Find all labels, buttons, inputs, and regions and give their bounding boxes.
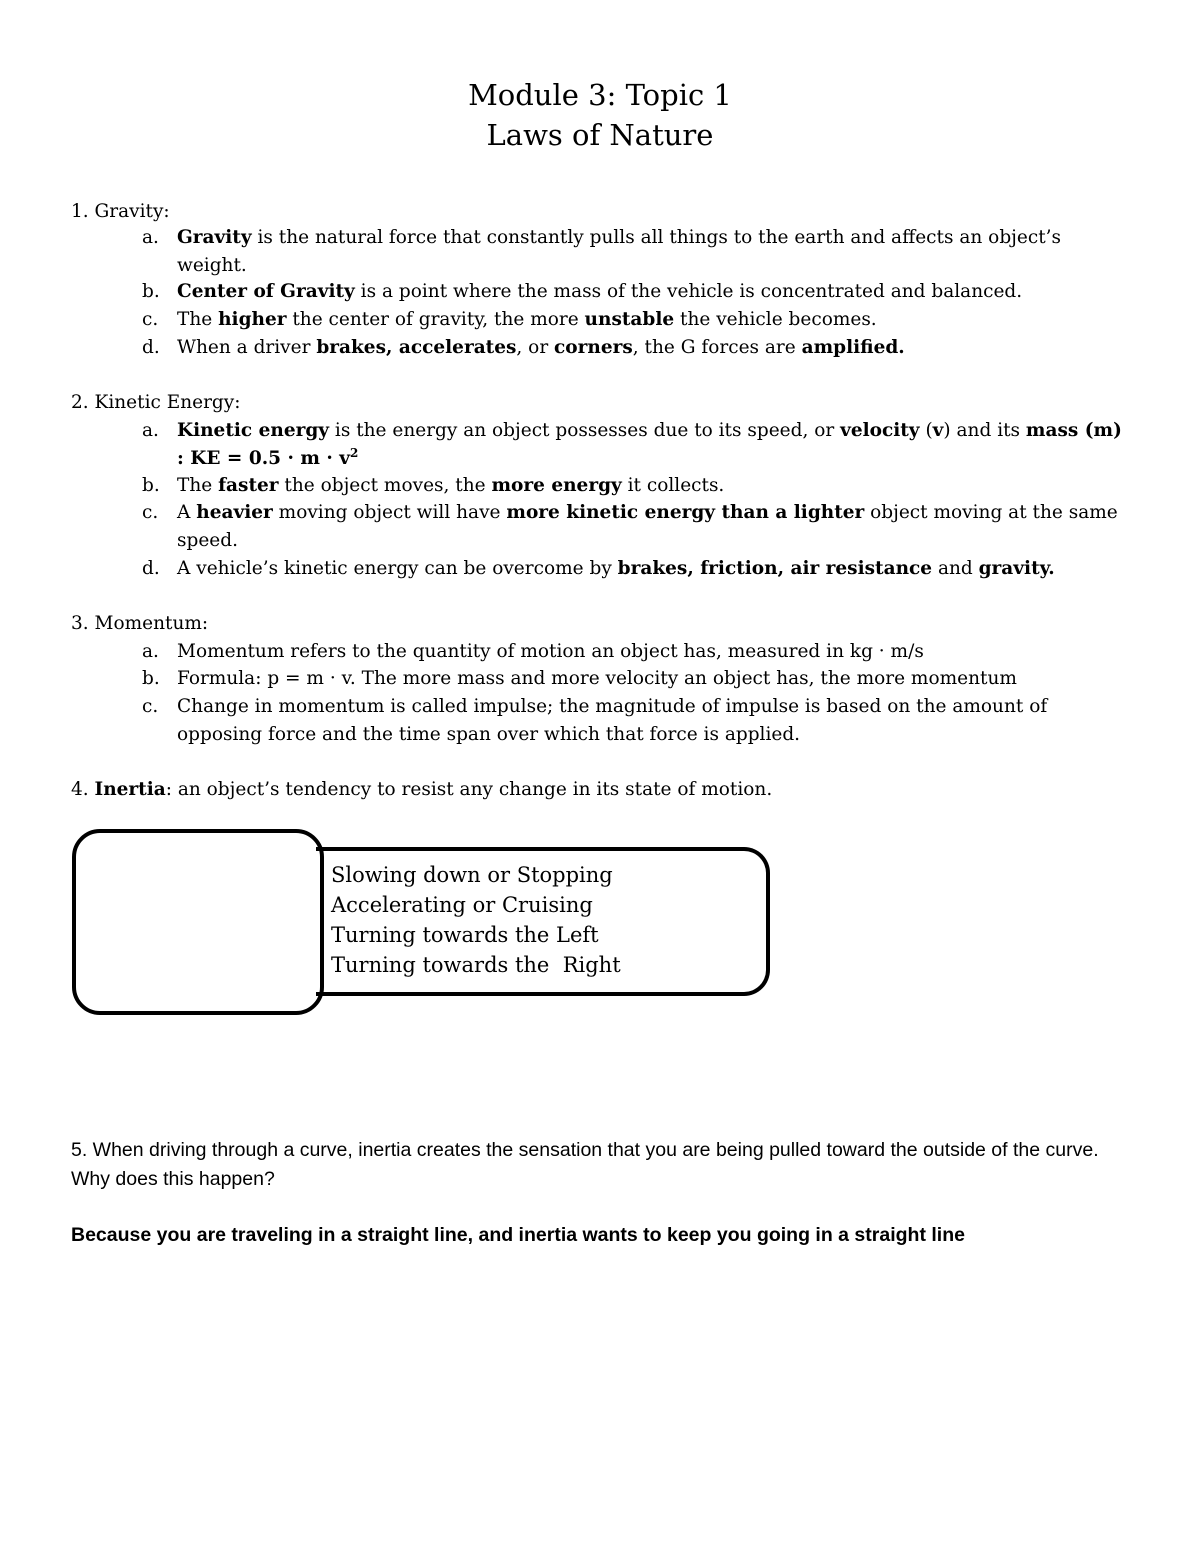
kinetic-item-b: b. The faster the object moves, the more energy it collects. — [142, 475, 725, 496]
inertia-list-item: Accelerating or Cruising — [331, 893, 593, 917]
inertia-blank-box — [72, 829, 324, 1015]
inertia-list-item: Turning towards the Left — [331, 923, 599, 947]
kinetic-item-a: a. Kinetic energy is the energy an object possesses due to its speed, or velocity (v) and its mass (m) : KE = $0.5 \cdot m \cdot v^2$ — [142, 420, 1122, 469]
gravity-item-d: d. When a driver brakes, accelerates, or corners, the G forces are amplified. — [142, 337, 905, 358]
inertia-list-item: Turning towards the Right — [331, 953, 621, 977]
momentum-item-c: c. Change in momentum is called impulse; the magnitude of impulse is based on the amount of opposing force and the time span over which that force is applied. — [142, 696, 1048, 745]
gravity-item-c: c. The higher the center of gravity, the more unstable the vehicle becomes. — [142, 309, 877, 330]
page-title: Module 3: Topic 1 — [468, 78, 732, 112]
gravity-item-a: a. Gravity is the natural force that constantly pulls all things to the earth and affects an object’s weight. — [142, 227, 1062, 276]
kinetic-item-c: c. A heavier moving object will have more kinetic energy than a lighter object moving at the same speed. — [142, 502, 1118, 551]
page-subtitle: Laws of Nature — [486, 118, 714, 152]
question-5: 5. When driving through a curve, inertia creates the sensation that you are being pulled toward the outside of the curve. Why does this happen? — [71, 1139, 1110, 1190]
momentum-item-b: b. Formula: p = m · v. The more mass and more velocity an object has, the more momentum — [142, 668, 1017, 689]
kinetic-heading: 2. Kinetic Energy: — [71, 392, 241, 413]
inertia-list-item: Slowing down or Stopping — [331, 863, 613, 887]
question-5-answer: Because you are traveling in a straight line, and inertia wants to keep you going in a straight line — [71, 1224, 965, 1246]
momentum-heading: 3. Momentum: — [71, 613, 209, 634]
kinetic-item-d: d. A vehicle’s kinetic energy can be overcome by brakes, friction, air resistance and gravity. — [142, 558, 1055, 579]
gravity-item-b: b. Center of Gravity is a point where the mass of the vehicle is concentrated and balanced. — [142, 281, 1023, 302]
inertia-list — [331, 860, 621, 980]
gravity-heading: 1. Gravity: — [71, 201, 170, 222]
momentum-item-a: a. Momentum refers to the quantity of motion an object has, measured in kg · m/s — [142, 641, 924, 662]
inertia-definition: 4. Inertia: an object’s tendency to resist any change in its state of motion. — [71, 779, 773, 800]
